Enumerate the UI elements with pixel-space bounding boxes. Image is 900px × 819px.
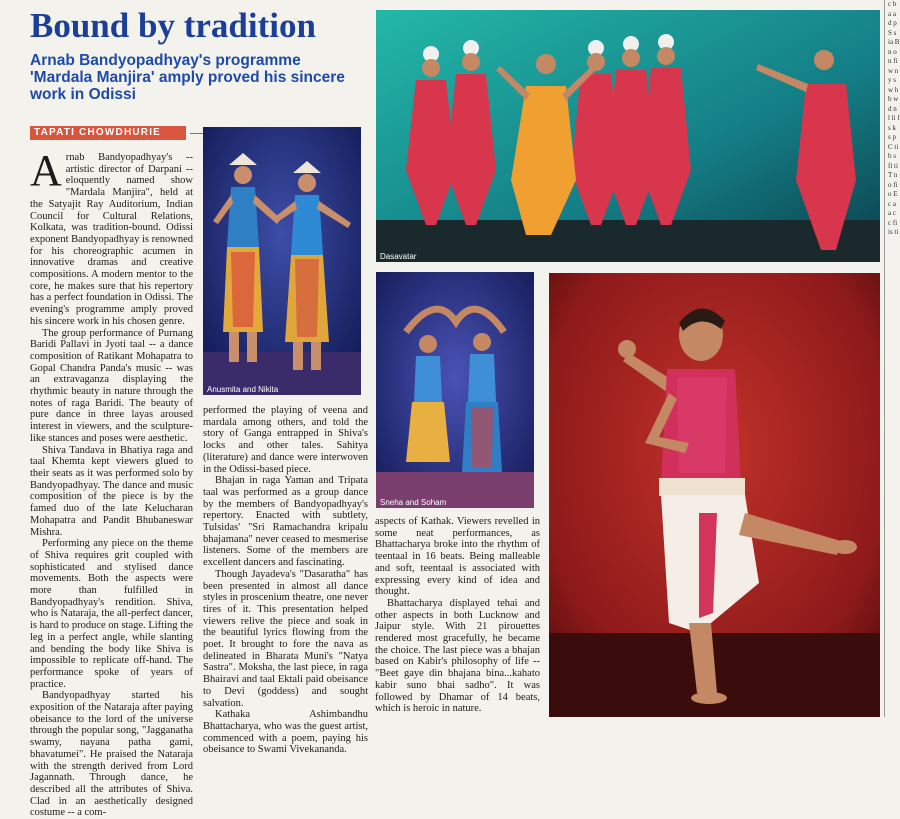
drop-cap: A bbox=[30, 146, 62, 195]
byline: TAPATI CHOWDHURIE bbox=[30, 126, 186, 140]
photo-dasavatar bbox=[376, 10, 880, 262]
article-column-1 bbox=[30, 146, 194, 819]
article-column-2 bbox=[203, 405, 368, 756]
paragraph: Bhattacharya displayed tehai and other aspects in both Lucknow and Jaipur style. With 21 pirouettes rendered most gracefully, he became the choice. The last piece was a bhajan based on Kabir's philosophy of life -- "Beet gaye din bhajana bina...kahato kabir suno bhai sadho". It was followed by Dhamar of 14 beats, which is heroic in nature. bbox=[375, 597, 540, 715]
paragraph: Bhajan in raga Yaman and Tripata taal was performed as a group dance by the members of Bandyopadhyay's repertory. Enacted with subtlety, Tulsidas' "Sri Ramachandra kripalu bhajamana" never ceased to mesmerise listeners. Some of the members are excellent dancers and fascinating. bbox=[203, 475, 368, 569]
paragraph: Bandyopadhyay started his exposition of the Nataraja after paying obeisance to the lord of the universe through the popular song, "Jagganatha swamy, nayana patha gami, bhavatumei". He praised the Nataraja with the strength derived from Lord Jagannath. Through dance, he described all the attributes of Shiva. Clad in an aesthetically designed costume -- a com- bbox=[30, 690, 193, 819]
photo-solo-dancer bbox=[549, 273, 880, 717]
paragraph: Though Jayadeva's "Dasaratha" has been presented in almost all dance styles in proscenium theatre, one never tires of it. This presentation helped viewers relive the piece and soak in the beautiful lyrics flowing from the poet. It brought to fore the nava as delineated in Bharata Muni's "Natya Sastra". Moksha, the last piece, in raga Bhairavi and taal Ektali paid obeisance to Devi (goddess) and sought salvation. bbox=[203, 568, 368, 709]
paragraph: performed the playing of veena and mardala among others, and told the story of Ganga entrapped in Shiva's locks and other tales. Sahitya (literature) and dance were interwoven in the Odissi-based piece. bbox=[203, 405, 368, 475]
adjacent-column-fragment: c b a a d p S s ia B n o n fi w n y s w h b w d n l li f s k s p C ti b s fi ti T n o fi o E c a a c c fi is ti bbox=[884, 0, 900, 717]
headline: Bound by tradition bbox=[30, 6, 316, 45]
paragraph: rnab Bandyopadhyay's -- artistic director of Darpani -- eloquently named show "Mardala Manjira", held at the Satyajit Ray Auditorium, Indian Council for Cultural Relations, Kolkata, was tradition-bound. Odissi exponent Bandyopadhyay is renowned for his choreographic acumen in innovative dramas and creative compositions. A modern mentor to the core, he makes sure that his repertory has a perfect foundation in Odissi. The evening's programme amply proved his sincere work in his chosen genre. bbox=[30, 152, 194, 327]
article-column-3 bbox=[375, 516, 540, 717]
paragraph: Performing any piece on the theme of Shiva requires grit coupled with sophisticated and stylised dance movements. Both the aspects were more than fulfilled in Bandyopadhyay's rendition. Shiva, who is Nataraja, the all-perfect dancer, is hard to produce on stage. Lifting the leg in a perfect angle, while slanting and bending the body like Shiva is impossible to replicate off-hand. The performance spoke of years of practice. bbox=[30, 538, 193, 690]
photo-caption: Anusmita and Nikita bbox=[207, 385, 279, 394]
photo-caption: Dasavatar bbox=[380, 252, 417, 261]
paragraph: The group performance of Purnang Baridi Pallavi in Jyoti taal -- a dance composition of Ratikant Mohapatra to Gopal Chandra Panda's music -- was an extravaganza displaying the rhythmic beauty in nature through the notes of raga Baridi. The beauty of pure dance in three layas aroused interest in viewers, and the sculpture-like stances and poses were aesthetic. bbox=[30, 327, 193, 444]
paragraph: Shiva Tandava in Bhatiya raga and taal Khemta kept viewers glued to their seats as it was performed solo by Bandyopadhyay. The dance and music composition of the piece is by the famed duo of the late Kelucharan Mohapatra and Pandit Bhubaneswar Mishra. bbox=[30, 444, 193, 538]
photo-caption: Sneha and Soham bbox=[380, 498, 447, 507]
paragraph: Kathaka Ashimbandhu Bhattacharya, who was the guest artist, commenced with a poem, paying his obeisance to Swami Vivekananda. bbox=[203, 709, 368, 756]
paragraph: aspects of Kathak. Viewers revelled in some neat performances, as Bhattacharya broke into the rhythm of teentaal in 16 beats. Being malleable and soft, teentaal is associated with expressing every kind of idea and thought. bbox=[375, 516, 540, 598]
subheadline: Arnab Bandyopadhyay's programme 'Mardala Manjira' amply proved his sincere work in Odissi bbox=[30, 52, 345, 103]
photo-sneha-soham bbox=[376, 272, 534, 508]
photo-anusmita-nikita bbox=[203, 127, 361, 395]
